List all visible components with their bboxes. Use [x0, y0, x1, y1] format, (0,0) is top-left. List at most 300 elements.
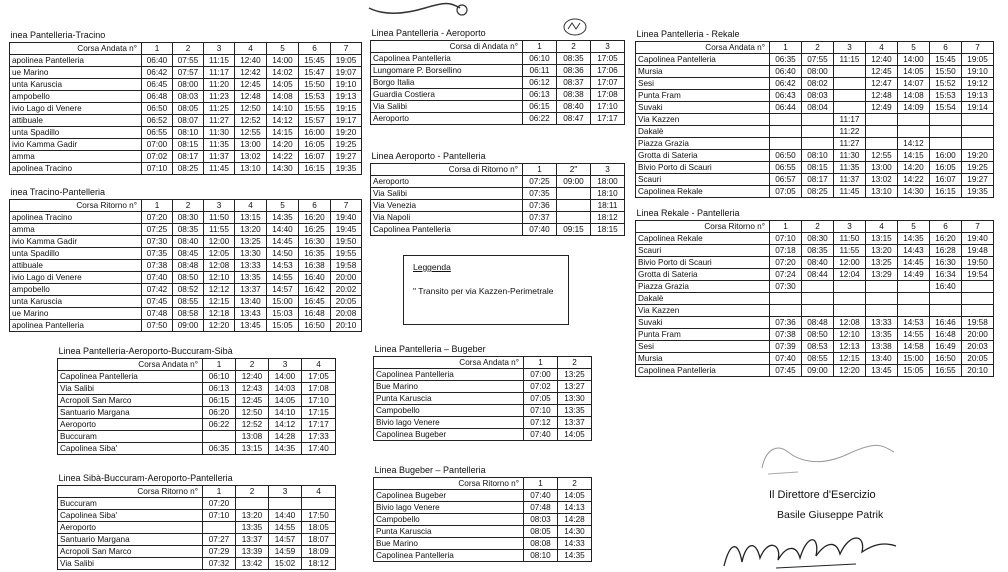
- run-number-header: 6: [299, 200, 331, 212]
- stop-name: attibuale: [10, 115, 142, 127]
- departure-time: 15:45: [930, 54, 962, 66]
- stop-name: Via Salibi: [371, 101, 523, 113]
- run-number-header: 1: [203, 359, 236, 371]
- departure-time: 06:22: [523, 113, 557, 125]
- departure-time: 13:37: [558, 417, 592, 429]
- departure-time: 07:35: [142, 248, 173, 260]
- departure-time: 07:10: [203, 510, 236, 522]
- departure-time: 06:42: [770, 78, 802, 90]
- departure-time: 17:50: [302, 510, 336, 522]
- stop-name: Suvaki: [636, 317, 770, 329]
- departure-time: 08:08: [524, 538, 558, 550]
- timetable-siba-buccuram-pantelleria: [57, 472, 336, 570]
- departure-time: 11:35: [834, 162, 866, 174]
- departure-time: 06:57: [770, 174, 802, 186]
- departure-time: 14:20: [267, 139, 299, 151]
- departure-time: 11:30: [204, 127, 235, 139]
- departure-time: 14:53: [267, 260, 299, 272]
- departure-time: 15:55: [299, 103, 331, 115]
- departure-time: 07:48: [142, 308, 173, 320]
- departure-time: 07:05: [524, 393, 558, 405]
- table-row: [58, 443, 336, 455]
- table-row: [636, 269, 994, 281]
- departure-time: 19:58: [331, 260, 362, 272]
- table-row: [636, 317, 994, 329]
- stop-name: Bue Marino: [374, 538, 524, 550]
- departure-time: 07:57: [173, 67, 204, 79]
- departure-time: 11:45: [204, 163, 235, 175]
- stop-name: Via Salibi: [58, 558, 203, 570]
- departure-time: 07:55: [173, 55, 204, 67]
- departure-time: 08:50: [173, 272, 204, 284]
- departure-time: 06:10: [203, 371, 236, 383]
- run-number-header: 3: [834, 221, 866, 233]
- departure-time: 11:50: [204, 212, 235, 224]
- table-row: [371, 188, 625, 200]
- departure-time: 12:55: [235, 127, 267, 139]
- departure-time: 14:35: [898, 233, 930, 245]
- departure-time: 13:15: [866, 233, 898, 245]
- departure-time: 13:45: [235, 320, 267, 332]
- departure-time: 11:20: [204, 79, 235, 91]
- departure-time: 13:25: [235, 236, 267, 248]
- table-row: [371, 77, 625, 89]
- departure-time: 07:50: [142, 320, 173, 332]
- departure-time: 16:15: [299, 163, 331, 175]
- departure-time: 16:55: [930, 365, 962, 377]
- departure-time: 13:35: [866, 329, 898, 341]
- departure-time: 08:35: [802, 245, 834, 257]
- departure-time: 14:53: [898, 317, 930, 329]
- stop-name: unta Karuscia: [10, 79, 142, 91]
- departure-time: [557, 188, 591, 200]
- stop-name: Piazza Grazia: [636, 281, 770, 293]
- legend-note: " Transito per via Kazzen-Perimetrale: [413, 286, 554, 296]
- table-row: [58, 522, 336, 534]
- departure-time: 14:22: [898, 174, 930, 186]
- departure-time: 11:55: [834, 245, 866, 257]
- departure-time: 12:18: [204, 308, 235, 320]
- run-number-header: 1: [524, 357, 558, 369]
- departure-time: [930, 138, 962, 150]
- departure-time: 11:37: [834, 174, 866, 186]
- table-row: [10, 115, 362, 127]
- stop-name: ue Marino: [10, 67, 142, 79]
- departure-time: 16:45: [299, 296, 331, 308]
- departure-time: 08:07: [173, 115, 204, 127]
- direction-header: Corsa Ritorno n°: [636, 221, 770, 233]
- departure-time: 19:10: [962, 66, 994, 78]
- departure-time: 13:35: [236, 522, 269, 534]
- departure-time: 07:30: [770, 281, 802, 293]
- run-number-header: 3: [269, 486, 302, 498]
- table-row: [58, 371, 336, 383]
- departure-time: 13:35: [558, 405, 592, 417]
- table-row: [374, 490, 592, 502]
- departure-time: 14:55: [267, 272, 299, 284]
- departure-time: 11:27: [204, 115, 235, 127]
- departure-time: 19:45: [331, 224, 362, 236]
- departure-time: 08:03: [802, 90, 834, 102]
- run-number-header: 4: [235, 43, 267, 55]
- departure-time: 14:40: [269, 510, 302, 522]
- stop-name: Capolinea Rekale: [636, 186, 770, 198]
- departure-time: 14:08: [898, 90, 930, 102]
- table-row: [58, 419, 336, 431]
- departure-time: 16:50: [930, 353, 962, 365]
- departure-time: 08:00: [173, 79, 204, 91]
- departure-time: 16:25: [299, 224, 331, 236]
- departure-time: 07:12: [524, 417, 558, 429]
- departure-time: 16:00: [930, 150, 962, 162]
- departure-time: 13:02: [866, 174, 898, 186]
- departure-time: 16:30: [299, 236, 331, 248]
- run-number-header: 3: [204, 43, 235, 55]
- departure-time: 17:17: [591, 113, 625, 125]
- run-number-header: 1: [770, 42, 802, 54]
- departure-time: 07:35: [523, 188, 557, 200]
- departure-time: 07:36: [523, 200, 557, 212]
- run-number-header: 2: [557, 41, 591, 53]
- table-row: [58, 558, 336, 570]
- departure-time: 14:57: [267, 284, 299, 296]
- departure-time: 08:36: [557, 65, 591, 77]
- stop-name: Capolinea Pantelleria: [374, 369, 524, 381]
- departure-time: 06:52: [142, 115, 173, 127]
- departure-time: 14:00: [898, 54, 930, 66]
- departure-time: 06:10: [523, 53, 557, 65]
- departure-time: 15:50: [930, 66, 962, 78]
- departure-time: 16:46: [930, 317, 962, 329]
- departure-time: 08:45: [173, 248, 204, 260]
- direction-header: Corsa Andata n°: [374, 357, 524, 369]
- departure-time: 08:50: [802, 329, 834, 341]
- departure-time: [930, 293, 962, 305]
- departure-time: 19:05: [331, 55, 362, 67]
- departure-time: 08:37: [557, 77, 591, 89]
- departure-time: 18:11: [591, 200, 625, 212]
- departure-time: [557, 200, 591, 212]
- run-number-header: 4: [302, 359, 336, 371]
- departure-time: 07:10: [524, 405, 558, 417]
- timetable-bugeber-pantelleria: [373, 464, 592, 562]
- stop-name: Capolinea Pantelleria: [636, 54, 770, 66]
- table-row: [10, 296, 362, 308]
- departure-time: [802, 114, 834, 126]
- departure-time: 13:25: [866, 257, 898, 269]
- departure-time: 16:05: [930, 162, 962, 174]
- table-row: [371, 176, 625, 188]
- table-row: [636, 233, 994, 245]
- departure-time: 19:35: [962, 186, 994, 198]
- departure-time: [203, 431, 236, 443]
- stamp-icon: [562, 17, 588, 37]
- departure-time: 19:50: [962, 257, 994, 269]
- table-row: [10, 163, 362, 175]
- departure-time: 17:06: [591, 65, 625, 77]
- departure-time: 19:17: [331, 115, 362, 127]
- table-title: Linea Pantelleria - Rekale: [636, 28, 994, 42]
- departure-time: 12:00: [204, 236, 235, 248]
- run-number-header: 7: [331, 200, 362, 212]
- table-title: Linea Pantelleria - Aeroporto: [371, 27, 625, 41]
- departure-time: 12:48: [235, 91, 267, 103]
- departure-time: 07:38: [770, 329, 802, 341]
- departure-time: 12:04: [834, 269, 866, 281]
- run-number-header: 3: [834, 42, 866, 54]
- departure-time: 15:05: [898, 365, 930, 377]
- stop-name: Via Salibi: [371, 188, 523, 200]
- run-number-header: 7: [962, 221, 994, 233]
- departure-time: 11:15: [834, 54, 866, 66]
- departure-time: 15:53: [930, 90, 962, 102]
- table-row: [10, 272, 362, 284]
- table-row: [10, 320, 362, 332]
- departure-time: [962, 114, 994, 126]
- departure-time: 12:42: [235, 67, 267, 79]
- departure-time: 07:00: [524, 369, 558, 381]
- table-row: [371, 53, 625, 65]
- run-number-header: 2: [236, 359, 269, 371]
- departure-time: 16:28: [930, 245, 962, 257]
- departure-time: 07:40: [523, 224, 557, 236]
- departure-time: 14:49: [898, 269, 930, 281]
- departure-time: 13:29: [866, 269, 898, 281]
- table-row: [636, 150, 994, 162]
- departure-time: 14:07: [898, 78, 930, 90]
- departure-time: [834, 102, 866, 114]
- stop-name: Capolinea Pantelleria: [374, 550, 524, 562]
- table-title: Linea Pantelleria – Bugeber: [374, 343, 592, 357]
- departure-time: 16:38: [299, 260, 331, 272]
- departure-time: 12:00: [834, 257, 866, 269]
- departure-time: 07:02: [524, 381, 558, 393]
- departure-time: 19:07: [331, 67, 362, 79]
- table-row: [371, 113, 625, 125]
- departure-time: 14:30: [898, 186, 930, 198]
- departure-time: 20:08: [331, 308, 362, 320]
- stop-name: ampobello: [10, 91, 142, 103]
- stop-name: Aeroporto: [371, 176, 523, 188]
- departure-time: 07:40: [524, 429, 558, 441]
- table-row: [371, 65, 625, 77]
- table-row: [374, 429, 592, 441]
- table-row: [10, 67, 362, 79]
- departure-time: 19:20: [331, 127, 362, 139]
- departure-time: 08:40: [557, 101, 591, 113]
- timetable-pantelleria-bugeber: [373, 343, 592, 441]
- table-row: [10, 248, 362, 260]
- stop-name: Via Napoli: [371, 212, 523, 224]
- run-number-header: 6: [930, 42, 962, 54]
- logo-scribble-icon: [365, 0, 475, 22]
- departure-time: [866, 138, 898, 150]
- departure-time: 08:10: [524, 550, 558, 562]
- departure-time: 08:40: [802, 257, 834, 269]
- stop-name: unta Spadillo: [10, 127, 142, 139]
- table-title: Linea Aeroporto - Pantelleria: [371, 150, 625, 164]
- departure-time: 13:10: [235, 163, 267, 175]
- run-number-header: 5: [898, 221, 930, 233]
- table-row: [374, 526, 592, 538]
- direction-header: Corsa Andata n°: [58, 359, 203, 371]
- departure-time: 17:05: [302, 371, 336, 383]
- run-number-header: 4: [235, 200, 267, 212]
- direction-header: Corsa di Ritorno n°: [371, 164, 523, 176]
- departure-time: 14:02: [267, 67, 299, 79]
- departure-time: 17:40: [302, 443, 336, 455]
- departure-time: 20:05: [962, 353, 994, 365]
- departure-time: 19:27: [331, 151, 362, 163]
- departure-time: 07:37: [523, 212, 557, 224]
- departure-time: 06:13: [523, 89, 557, 101]
- table-row: [636, 162, 994, 174]
- departure-time: [834, 305, 866, 317]
- departure-time: 07:25: [523, 176, 557, 188]
- departure-time: 14:20: [898, 162, 930, 174]
- departure-time: 13:37: [236, 534, 269, 546]
- departure-time: 08:25: [802, 186, 834, 198]
- departure-time: 18:07: [302, 534, 336, 546]
- departure-time: [962, 305, 994, 317]
- departure-time: 13:39: [236, 546, 269, 558]
- table-row: [58, 431, 336, 443]
- departure-time: 19:14: [962, 102, 994, 114]
- departure-time: 06:20: [203, 407, 236, 419]
- departure-time: 12:43: [236, 383, 269, 395]
- departure-time: 17:10: [302, 395, 336, 407]
- run-number-header: 4: [866, 42, 898, 54]
- departure-time: 06:44: [770, 102, 802, 114]
- table-row: [374, 514, 592, 526]
- departure-time: 14:45: [267, 236, 299, 248]
- stop-name: Campobello: [374, 514, 524, 526]
- table-row: [636, 329, 994, 341]
- table-row: [10, 284, 362, 296]
- departure-time: 13:00: [235, 139, 267, 151]
- stop-name: Capolinea Pantelleria: [58, 371, 203, 383]
- departure-time: 08:05: [173, 103, 204, 115]
- departure-time: 14:57: [269, 534, 302, 546]
- stop-name: Scauri: [636, 174, 770, 186]
- departure-time: 13:25: [558, 369, 592, 381]
- departure-time: 06:35: [203, 443, 236, 455]
- stop-name: Grotta di Sateria: [636, 150, 770, 162]
- stop-name: Via Salibi: [58, 383, 203, 395]
- table-row: [10, 139, 362, 151]
- table-row: [58, 395, 336, 407]
- departure-time: [236, 498, 269, 510]
- departure-time: [898, 114, 930, 126]
- departure-time: 13:45: [866, 365, 898, 377]
- departure-time: 06:40: [770, 66, 802, 78]
- departure-time: 07:20: [203, 498, 236, 510]
- departure-time: 16:00: [299, 127, 331, 139]
- departure-time: 17:15: [302, 407, 336, 419]
- table-title: Linea Pantelleria-Aeroporto-Buccuram-Sibà: [58, 345, 336, 359]
- departure-time: 14:33: [558, 538, 592, 550]
- departure-time: 14:45: [898, 257, 930, 269]
- departure-time: 08:05: [524, 526, 558, 538]
- departure-time: 20:10: [331, 320, 362, 332]
- direction-header: Corsa Andata n°: [10, 43, 142, 55]
- stop-name: Via Kazzen: [636, 305, 770, 317]
- departure-time: 13:43: [235, 308, 267, 320]
- departure-time: [866, 293, 898, 305]
- departure-time: 08:30: [173, 212, 204, 224]
- departure-time: 08:35: [557, 53, 591, 65]
- departure-time: 19:35: [331, 163, 362, 175]
- direction-header: Corsa di Andata n°: [371, 41, 523, 53]
- departure-time: [866, 126, 898, 138]
- stop-name: Via Kazzen: [636, 114, 770, 126]
- departure-time: 14:30: [558, 526, 592, 538]
- departure-time: 14:09: [898, 102, 930, 114]
- departure-time: 11:22: [834, 126, 866, 138]
- departure-time: 12:13: [834, 341, 866, 353]
- departure-time: 14:05: [898, 66, 930, 78]
- stop-name: Sesi: [636, 341, 770, 353]
- departure-time: [962, 138, 994, 150]
- departure-time: [866, 114, 898, 126]
- departure-time: 08:15: [802, 162, 834, 174]
- departure-time: 06:15: [523, 101, 557, 113]
- departure-time: 12:05: [204, 248, 235, 260]
- departure-time: 11:55: [204, 224, 235, 236]
- departure-time: 18:15: [591, 224, 625, 236]
- table-row: [10, 103, 362, 115]
- run-number-header: 1: [142, 43, 173, 55]
- stop-name: Capolinea Rekale: [636, 233, 770, 245]
- departure-time: 11:35: [204, 139, 235, 151]
- departure-time: 14:05: [269, 395, 302, 407]
- departure-time: [203, 522, 236, 534]
- departure-time: 19:13: [962, 90, 994, 102]
- departure-time: 19:40: [331, 212, 362, 224]
- table-row: [636, 114, 994, 126]
- stop-name: Acropoli San Marco: [58, 395, 203, 407]
- departure-time: 18:09: [302, 546, 336, 558]
- departure-time: 09:00: [173, 320, 204, 332]
- departure-time: 18:12: [302, 558, 336, 570]
- departure-time: 14:58: [898, 341, 930, 353]
- departure-time: [962, 281, 994, 293]
- departure-time: 08:30: [802, 233, 834, 245]
- stop-name: unta Karuscia: [10, 296, 142, 308]
- departure-time: 08:03: [173, 91, 204, 103]
- departure-time: 07:39: [770, 341, 802, 353]
- run-number-header: 3: [591, 41, 625, 53]
- departure-time: 13:08: [236, 431, 269, 443]
- run-number-header: 6: [299, 43, 331, 55]
- director-name: Basile Giuseppe Patrik: [777, 509, 884, 521]
- departure-time: 08:10: [802, 150, 834, 162]
- departure-time: 14:35: [267, 212, 299, 224]
- table-row: [636, 257, 994, 269]
- stop-name: Borgo Italia: [371, 77, 523, 89]
- departure-time: 15:53: [299, 91, 331, 103]
- departure-time: 12:50: [235, 103, 267, 115]
- table-row: [10, 308, 362, 320]
- stop-name: Capolinea Siba': [58, 443, 203, 455]
- departure-time: 20:05: [331, 296, 362, 308]
- departure-time: 08:47: [557, 113, 591, 125]
- departure-time: 14:43: [898, 245, 930, 257]
- departure-time: [962, 293, 994, 305]
- departure-time: 07:29: [203, 546, 236, 558]
- stop-name: Sesi: [636, 78, 770, 90]
- departure-time: 13:42: [236, 558, 269, 570]
